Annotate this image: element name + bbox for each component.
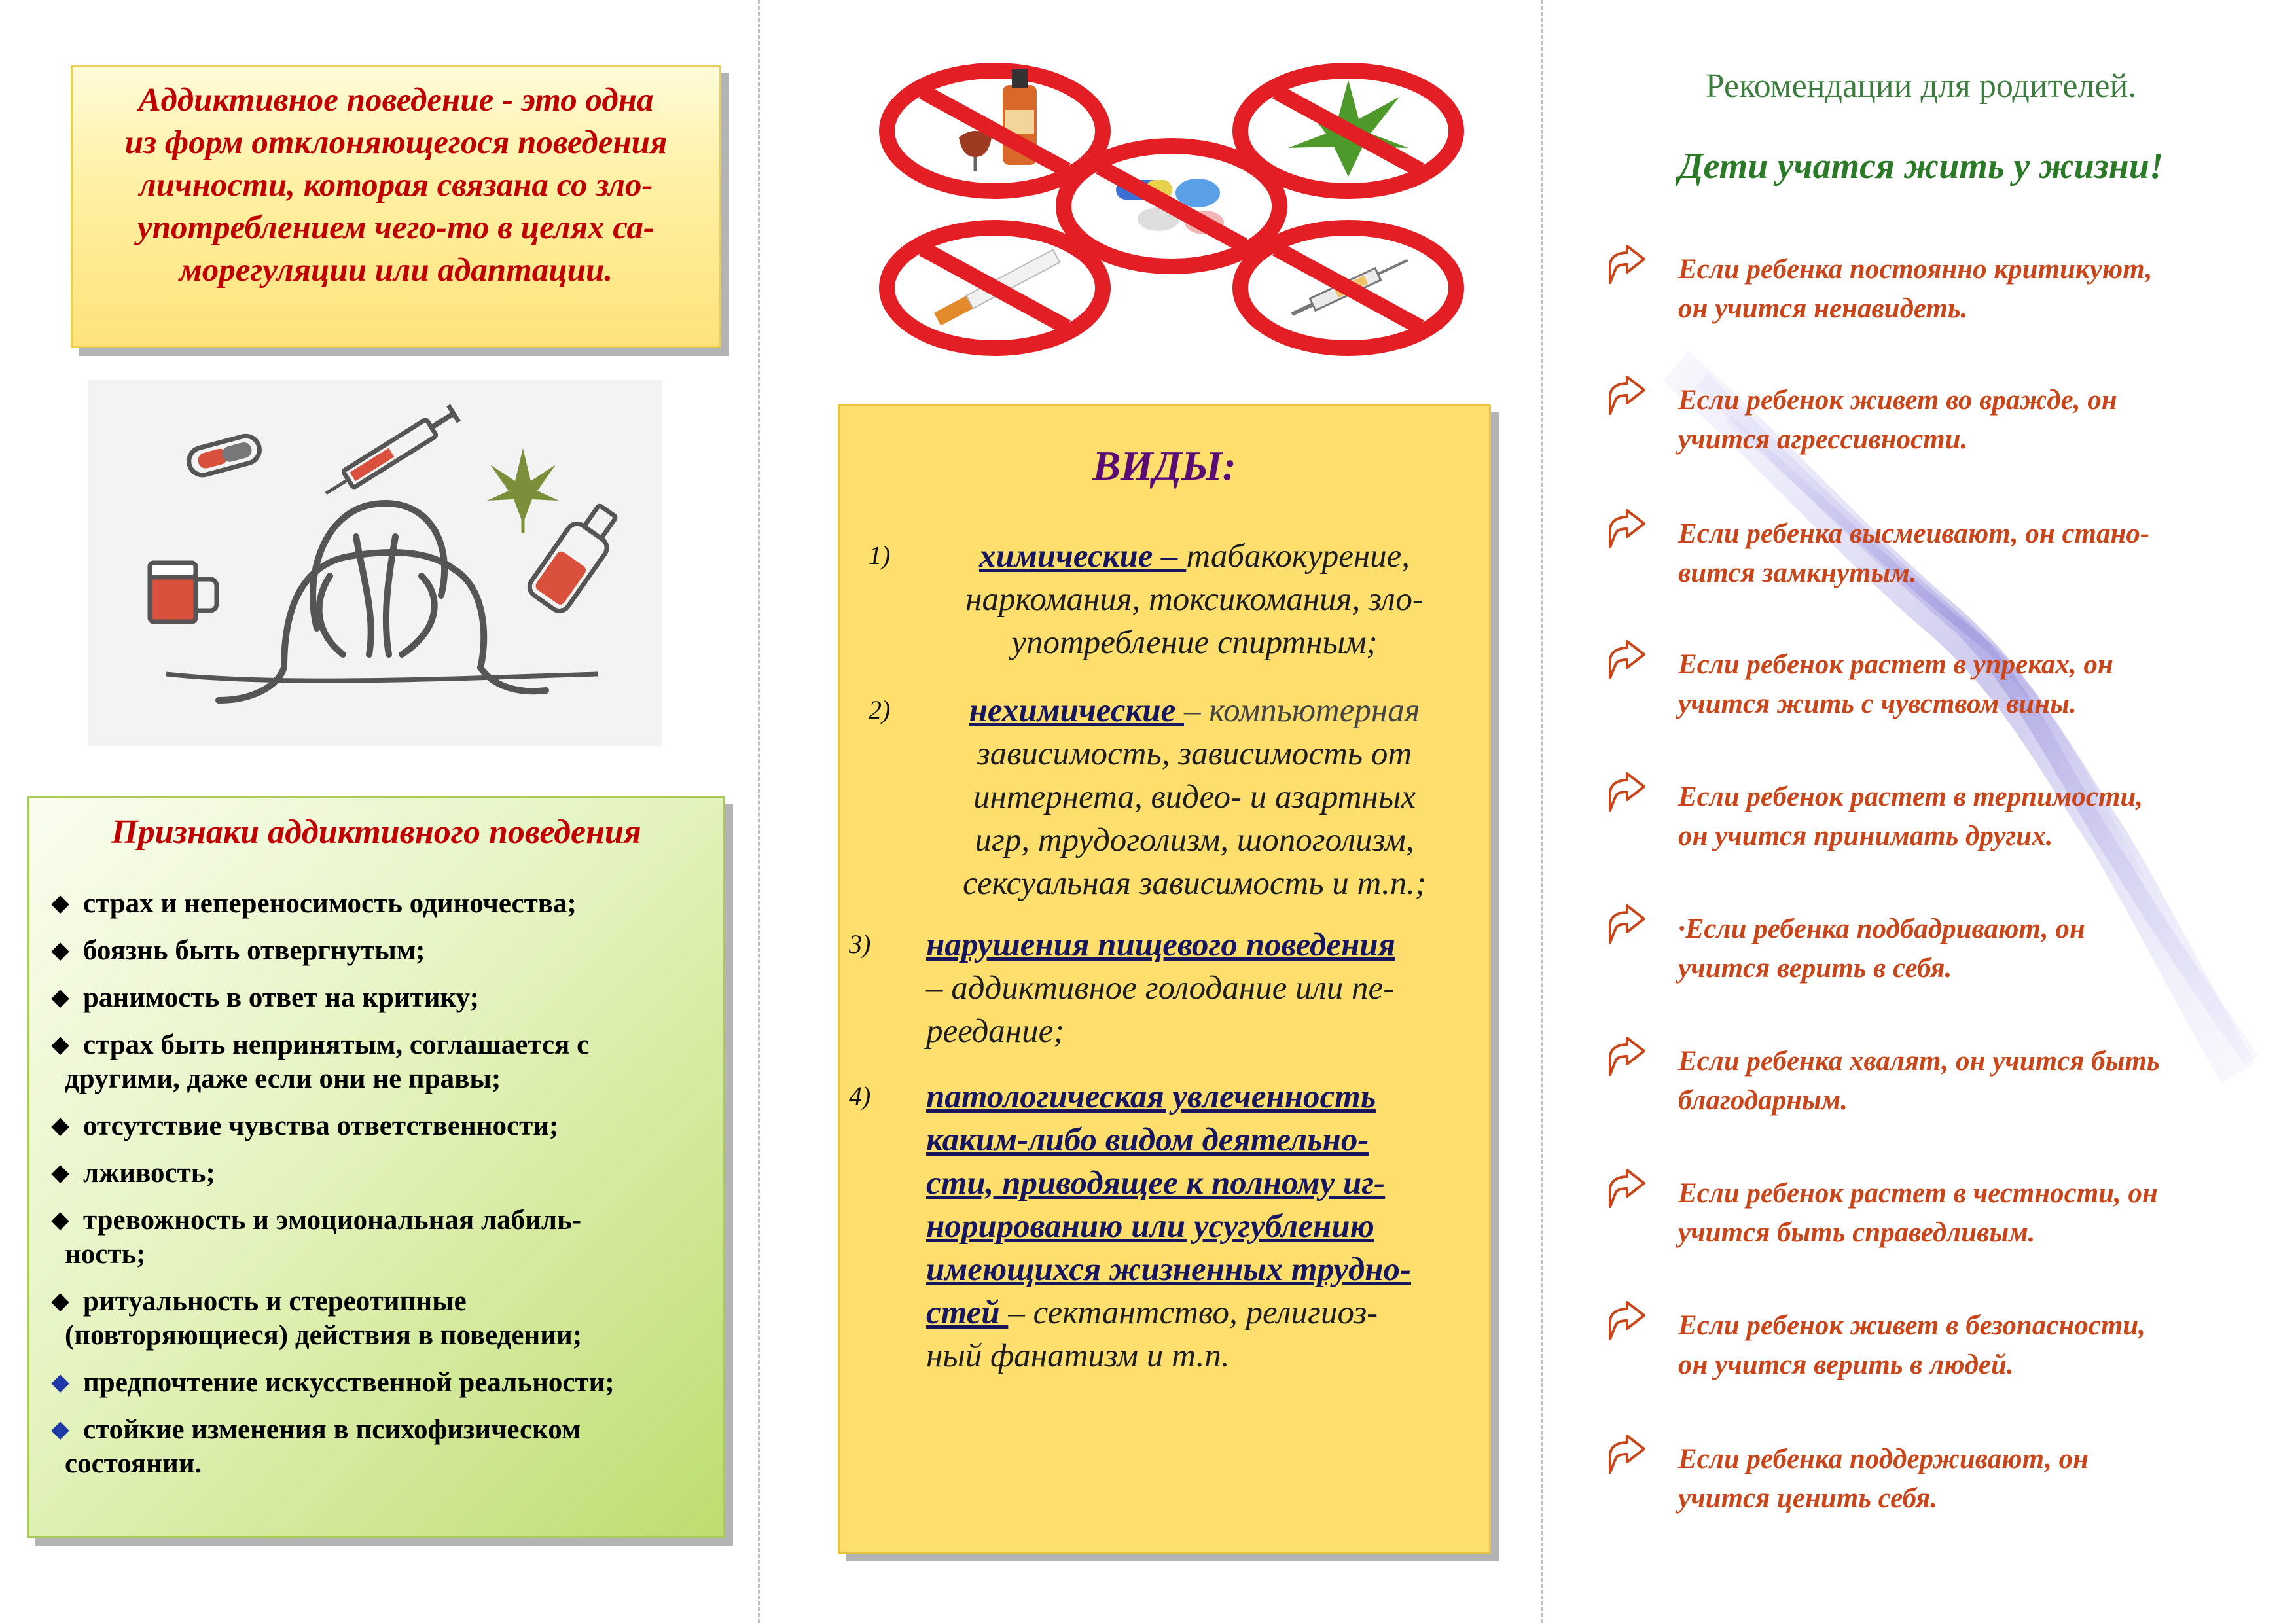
recommendation-item — [1605, 1168, 2266, 1259]
type-text: – компьютерная — [1184, 692, 1420, 729]
sign-text: предпочтение искусственной реальности; — [83, 1367, 615, 1398]
definition-box — [71, 65, 721, 348]
cannabis-leaf-icon — [487, 448, 559, 533]
diamond-bullet-icon: ◆ — [52, 1033, 69, 1057]
definition-text — [91, 79, 701, 292]
recommendation-line: Если ребенок растет в упреках, он — [1678, 649, 2113, 680]
curved-arrow-icon — [1605, 374, 1647, 416]
recommendation-line: Если ребенка хвалят, он учится быть — [1678, 1046, 2160, 1077]
sign-item — [52, 981, 701, 1015]
recommendation-line: он учится верить в людей. — [1678, 1349, 2014, 1380]
type-text: игр, трудоголизм, шопоголизм, — [975, 822, 1414, 859]
recommendation-text — [1678, 910, 2267, 988]
type-keyword: патологическая увлеченность — [926, 1079, 1376, 1115]
diamond-bullet-icon: ◆ — [52, 938, 69, 963]
type-item-eating — [849, 923, 1477, 1053]
recommendation-item — [1605, 903, 2266, 995]
recommendation-text — [1678, 1174, 2267, 1253]
type-keyword: нарушения пищевого поведения — [926, 927, 1395, 963]
type-text: – сектантство, религиоз- — [1008, 1294, 1378, 1331]
recommendation-line: Если ребенок живет в безопасности, — [1678, 1310, 2145, 1341]
recommendation-line: Если ребенок живет во вражде, он — [1678, 385, 2117, 416]
type-keyword: имеющихся жизненных трудно- — [926, 1251, 1412, 1288]
recommendation-item — [1605, 243, 2266, 335]
sign-text: стойкие изменения в психофизическом — [83, 1414, 581, 1445]
sign-text: лживость; — [83, 1158, 215, 1188]
recommendations-subtitle: Дети учатся жить у жизни! — [1678, 146, 2164, 187]
recommendation-item — [1605, 374, 2266, 466]
recommendation-line: ·Если ребенка подбадривают, он — [1678, 914, 2085, 944]
recommendation-text — [1678, 645, 2267, 724]
recommendation-line: вится замкнутым. — [1678, 558, 1917, 588]
recommendation-item — [1605, 771, 2266, 863]
diamond-bullet-icon: ◆ — [52, 1289, 69, 1313]
no-syringe-icon — [1240, 228, 1456, 348]
type-number: 1) — [869, 541, 891, 570]
definition-line: Аддиктивное поведение - это одна — [138, 82, 654, 118]
recommendation-line: он учится ненавидеть. — [1678, 293, 1968, 324]
type-text: табакокурение, — [1186, 538, 1410, 575]
recommendation-text — [1678, 250, 2267, 329]
prohibition-signs-group — [877, 59, 1466, 360]
type-text: зависимость, зависимость от — [977, 736, 1412, 772]
type-number: 4) — [849, 1081, 871, 1111]
sign-text: состоянии. — [65, 1448, 202, 1479]
sign-text: другими, даже если они не правы; — [65, 1063, 501, 1094]
sign-item — [52, 887, 701, 921]
sign-text: тревожность и эмоциональная лабиль- — [83, 1205, 582, 1236]
curved-arrow-icon — [1605, 1168, 1647, 1209]
person-head-in-hands-icon — [88, 380, 662, 746]
sign-text: ритуальность и стереотипные — [83, 1286, 467, 1317]
syringe-icon — [321, 405, 459, 501]
curved-arrow-icon — [1605, 771, 1647, 813]
recommendation-item — [1605, 1035, 2266, 1127]
type-number: 3) — [849, 929, 871, 959]
recommendation-text — [1678, 777, 2267, 856]
recommendation-line: учится агрессивности. — [1678, 424, 1968, 455]
diamond-bullet-icon: ◆ — [52, 891, 69, 916]
diamond-bullet-icon: ◆ — [52, 1208, 69, 1232]
recommendation-item — [1605, 1300, 2266, 1391]
type-keyword: норированию или усугублению — [926, 1208, 1374, 1245]
curved-arrow-icon — [1605, 903, 1647, 945]
signs-title: Признаки аддиктивного поведения — [111, 813, 641, 851]
recommendation-item — [1605, 639, 2266, 730]
recommendation-text — [1678, 514, 2267, 593]
type-keyword: нехимические — [969, 692, 1184, 729]
type-item-chemical — [869, 535, 1471, 664]
fold-line-left — [758, 0, 760, 1623]
sign-item — [52, 1285, 701, 1353]
sign-text: отсутствие чувства ответственности; — [83, 1111, 559, 1141]
sign-text: ранимость в ответ на критику; — [83, 982, 479, 1013]
table-line — [166, 674, 598, 681]
person-figure — [219, 503, 546, 700]
recommendation-line: он учится принимать других. — [1678, 821, 2053, 851]
type-item-nonchemical — [869, 689, 1471, 905]
curved-arrow-icon — [1605, 639, 1647, 681]
type-text: ный фанатизм и т.п. — [926, 1338, 1230, 1374]
type-keyword: каким-либо видом деятельно- — [926, 1122, 1369, 1158]
recommendation-line: учится верить в себя. — [1678, 953, 1952, 984]
recommendation-line: учится быть справедливым. — [1678, 1217, 2036, 1248]
sign-item — [52, 1204, 701, 1272]
sign-text: страх и непереносимость одиночества; — [83, 888, 577, 919]
recommendation-text — [1678, 1042, 2267, 1120]
type-text: реедание; — [926, 1013, 1065, 1050]
diamond-bullet-icon: ◆ — [52, 1114, 69, 1138]
definition-line: употреблением чего-то в целях са- — [137, 209, 655, 246]
recommendation-line: благодарным. — [1678, 1085, 1848, 1116]
type-text: интернета, видео- и азартных — [973, 779, 1416, 815]
beer-mug-icon — [150, 563, 217, 622]
recommendation-item — [1605, 1433, 2266, 1525]
recommendation-line: Если ребенка поддерживают, он — [1678, 1444, 2089, 1474]
definition-line: личности, которая связана со зло- — [139, 167, 653, 204]
sign-item — [52, 1028, 701, 1096]
recommendation-text — [1678, 381, 2267, 459]
type-item-pathological — [849, 1075, 1477, 1378]
recommendation-line: Если ребенка постоянно критикуют, — [1678, 254, 2153, 285]
no-pills-icon — [1064, 146, 1280, 266]
curved-arrow-icon — [1605, 1433, 1647, 1475]
type-keyword: сти, приводящее к полному иг- — [926, 1165, 1386, 1202]
bottle-icon — [526, 498, 626, 615]
addiction-types-box — [838, 404, 1491, 1554]
type-keyword: химические – — [978, 538, 1187, 575]
curved-arrow-icon — [1605, 508, 1647, 550]
sign-text: страх быть непринятым, соглашается с — [83, 1029, 590, 1060]
recommendation-text — [1678, 1306, 2267, 1385]
addiction-signs-box — [27, 796, 725, 1538]
recommendations-title: Рекомендации для родителей. — [1705, 67, 2137, 105]
sign-item — [52, 1156, 701, 1190]
pill-icon — [186, 433, 262, 478]
curved-arrow-icon — [1605, 1035, 1647, 1077]
sign-item — [52, 934, 701, 968]
diamond-bullet-icon: ◆ — [52, 1161, 69, 1185]
sign-text: (повторяющиеся) действия в поведении; — [65, 1320, 583, 1351]
sign-text: ность; — [65, 1239, 146, 1270]
recommendation-text — [1678, 1440, 2267, 1518]
sign-text: боязнь быть отвергнутым; — [83, 935, 425, 966]
diamond-bullet-icon: ◆ — [52, 1370, 69, 1395]
definition-line: из форм отклоняющегося поведения — [124, 124, 668, 161]
sign-item — [52, 1366, 701, 1400]
type-text: употребление спиртным; — [1011, 624, 1378, 661]
diamond-bullet-icon: ◆ — [52, 1418, 69, 1442]
sign-item — [52, 1413, 701, 1481]
type-keyword: стей — [926, 1294, 1009, 1331]
type-text: – аддиктивное голодание или пе- — [926, 970, 1395, 1007]
type-number: 2) — [869, 695, 891, 724]
curved-arrow-icon — [1605, 1300, 1647, 1342]
recommendation-line: учится ценить себя. — [1678, 1483, 1937, 1514]
signs-list — [52, 887, 701, 1481]
diamond-bullet-icon: ◆ — [52, 986, 69, 1010]
recommendation-line: Если ребенок растет в честности, он — [1678, 1178, 2158, 1209]
type-text: сексуальная зависимость и т.п.; — [963, 865, 1426, 902]
definition-line: морегуляции или адаптации. — [179, 252, 613, 289]
fold-line-right — [1541, 0, 1543, 1623]
recommendation-line: учится жить с чувством вины. — [1678, 688, 2077, 719]
type-text: наркомания, токсикомания, зло- — [965, 581, 1424, 618]
types-title: ВИДЫ: — [1092, 442, 1236, 489]
no-smoking-icon — [887, 228, 1103, 348]
curved-arrow-icon — [1605, 243, 1647, 285]
recommendation-item — [1605, 508, 2266, 599]
recommendation-line: Если ребенок растет в терпимости, — [1678, 781, 2144, 812]
recommendation-line: Если ребенка высмеивают, он стано- — [1678, 518, 2150, 549]
sign-item — [52, 1109, 701, 1143]
